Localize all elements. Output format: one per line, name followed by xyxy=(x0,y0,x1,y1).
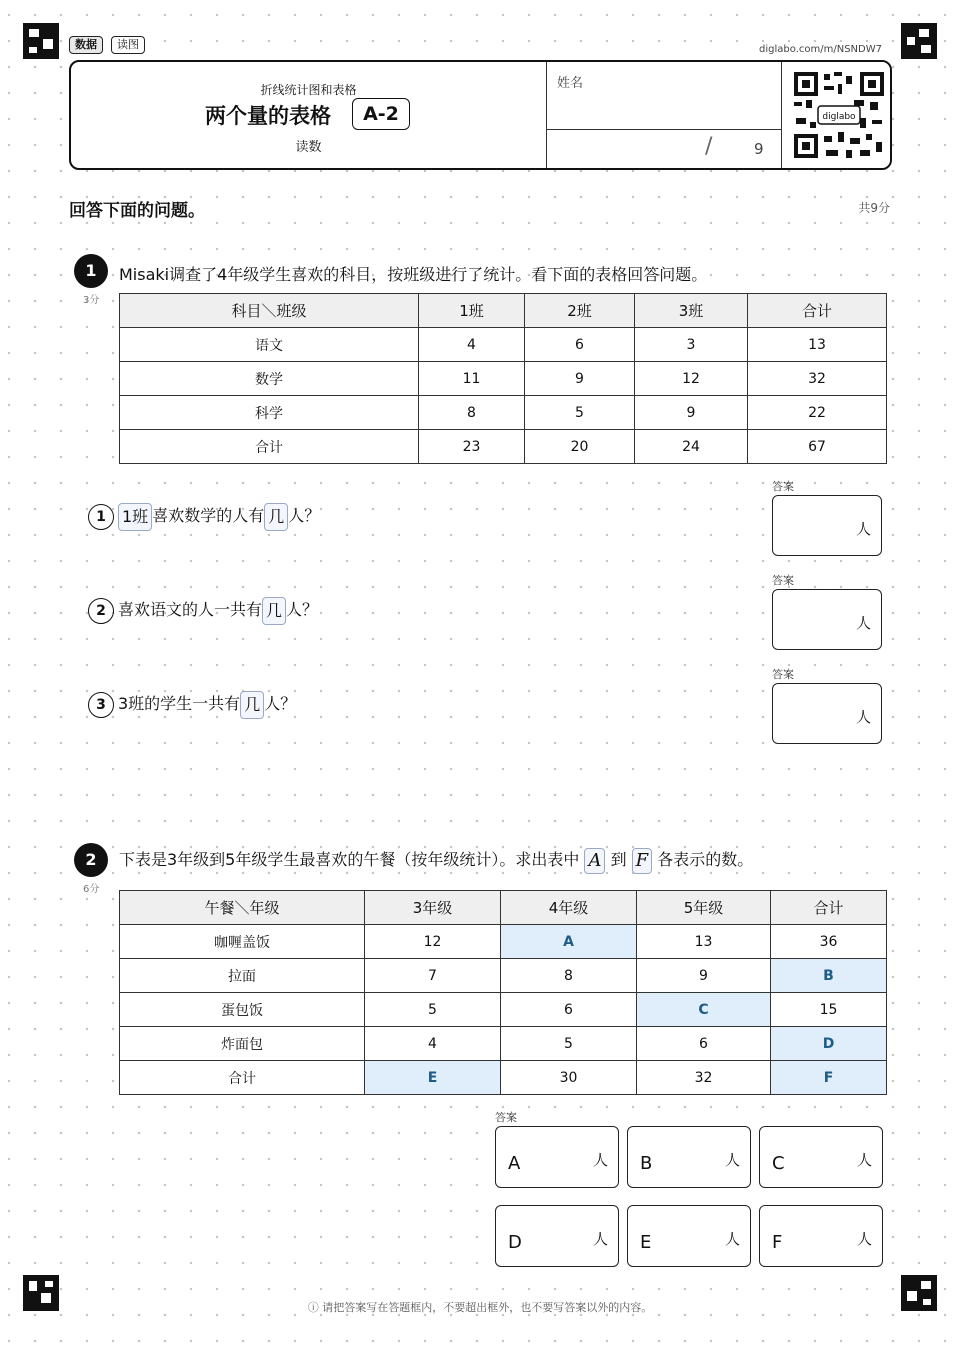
table-header-cell: 科目＼班级 xyxy=(120,294,419,328)
table-cell: 蛋包饭 xyxy=(120,993,365,1027)
class-box: 1班 xyxy=(118,503,152,531)
table-cell: 3 xyxy=(635,328,748,362)
table-header-cell: 午餐＼年级 xyxy=(120,891,365,925)
tag-read-chart: 读图 xyxy=(111,36,145,54)
table-cell: 22 xyxy=(748,396,887,430)
answer-box-b[interactable] xyxy=(627,1126,751,1188)
table-cell: 5 xyxy=(501,1027,637,1061)
unit-label: 人 xyxy=(855,708,871,726)
table-cell: 语文 xyxy=(120,328,419,362)
variable-a-box: A xyxy=(584,848,605,874)
variable-f-box: F xyxy=(632,848,653,874)
sub-question-number: 2 xyxy=(88,598,114,624)
unit-label: 人 xyxy=(592,1151,608,1169)
table-cell: 23 xyxy=(419,430,525,464)
question-points-2: 6分 xyxy=(83,884,100,895)
blank-cell-b: B xyxy=(771,959,887,993)
table-cell: 4 xyxy=(365,1027,501,1061)
corner-marker-top-right xyxy=(901,23,937,59)
name-score-box xyxy=(546,62,782,168)
sub-question-3 xyxy=(88,690,296,718)
unit-label: 人 xyxy=(856,1151,872,1169)
table-header-cell: 3班 xyxy=(635,294,748,328)
how-many-box: 几 xyxy=(264,503,288,531)
unit-label: 人 xyxy=(855,614,871,632)
table-header-cell: 5年级 xyxy=(637,891,771,925)
answer-label: 答案 xyxy=(772,574,794,587)
answer-letter: D xyxy=(508,1232,522,1253)
table-cell: 拉面 xyxy=(120,959,365,993)
table-cell: 6 xyxy=(637,1027,771,1061)
skill-label: 读数 xyxy=(295,140,322,155)
worksheet-url: diglabo.com/m/NSNDW7 xyxy=(759,44,882,55)
question-text: 到 xyxy=(610,850,627,869)
table-cell: 67 xyxy=(748,430,887,464)
instruction: 回答下面的问题。 xyxy=(69,201,205,221)
table-cell: 合计 xyxy=(120,430,419,464)
sub-question-text: 人？ xyxy=(288,506,321,525)
table-cell: 7 xyxy=(365,959,501,993)
unit-label: 人 xyxy=(724,1230,740,1248)
table-header-row xyxy=(120,891,887,925)
table-cell: 合计 xyxy=(120,1061,365,1095)
question-text: 各表示的数。 xyxy=(657,850,754,869)
table-cell: 24 xyxy=(635,430,748,464)
table-cell: 11 xyxy=(419,362,525,396)
blank-cell-e: E xyxy=(365,1061,501,1095)
question-points-1: 3分 xyxy=(83,295,100,306)
answer-letter: B xyxy=(640,1153,653,1174)
question-number-1: 1 xyxy=(74,254,108,288)
sub-question-2 xyxy=(88,596,318,624)
answer-box-3[interactable] xyxy=(772,683,882,744)
level-badge: A-2 xyxy=(352,98,410,130)
table-cell: 数学 xyxy=(120,362,419,396)
table-cell: 15 xyxy=(771,993,887,1027)
answer-box-f[interactable] xyxy=(759,1205,883,1267)
qr-code-icon xyxy=(794,72,884,158)
answer-box-c[interactable] xyxy=(759,1126,883,1188)
table-row xyxy=(120,396,887,430)
question-number-2: 2 xyxy=(74,843,108,877)
table-cell: 12 xyxy=(635,362,748,396)
answer-box-e[interactable] xyxy=(627,1205,751,1267)
table-row xyxy=(120,925,887,959)
blank-cell-a: A xyxy=(501,925,637,959)
table-header-cell: 合计 xyxy=(771,891,887,925)
sub-question-1 xyxy=(88,502,320,530)
answer-letter: C xyxy=(772,1153,785,1174)
blank-cell-f: F xyxy=(771,1061,887,1095)
sub-question-text: 3班的学生一共有 xyxy=(118,694,241,713)
table-cell: 8 xyxy=(501,959,637,993)
score-slash: / xyxy=(705,134,713,159)
tag-data: 数据 xyxy=(69,36,103,54)
blank-cell-c: C xyxy=(637,993,771,1027)
table-row xyxy=(120,993,887,1027)
total-points: 共9分 xyxy=(858,201,890,215)
table-row xyxy=(120,1061,887,1095)
blank-cell-d: D xyxy=(771,1027,887,1061)
sub-question-number: 3 xyxy=(88,692,114,718)
table-header-cell: 3年级 xyxy=(365,891,501,925)
score-total: 9 xyxy=(754,140,764,158)
sub-question-number: 1 xyxy=(88,504,114,530)
sub-question-text: 喜欢数学的人有 xyxy=(152,506,265,525)
table-cell: 9 xyxy=(635,396,748,430)
table-cell: 13 xyxy=(748,328,887,362)
table-cell: 32 xyxy=(748,362,887,396)
how-many-box: 几 xyxy=(240,691,264,719)
table-cell: 咖喱盖饭 xyxy=(120,925,365,959)
name-label: 姓名 xyxy=(557,76,584,91)
table-cell: 6 xyxy=(525,328,635,362)
table-cell: 20 xyxy=(525,430,635,464)
answer-box-2[interactable] xyxy=(772,589,882,650)
answer-box-d[interactable] xyxy=(495,1205,619,1267)
answer-box-a[interactable] xyxy=(495,1126,619,1188)
sub-question-text: 人？ xyxy=(286,600,319,619)
subject-table xyxy=(119,293,887,464)
how-many-box: 几 xyxy=(262,597,286,625)
unit-subtitle: 折线统计图和表格 xyxy=(260,83,357,97)
answer-label: 答案 xyxy=(772,480,794,493)
table-header-cell: 2班 xyxy=(525,294,635,328)
table-cell: 32 xyxy=(637,1061,771,1095)
table-row xyxy=(120,1027,887,1061)
unit-label: 人 xyxy=(592,1230,608,1248)
table-row xyxy=(120,362,887,396)
question-text-2 xyxy=(119,847,753,874)
table-cell: 8 xyxy=(419,396,525,430)
table-row xyxy=(120,959,887,993)
corner-marker-top-left xyxy=(23,23,59,59)
table-cell: 12 xyxy=(365,925,501,959)
qr-label: diglabo xyxy=(822,112,856,122)
table-cell: 科学 xyxy=(120,396,419,430)
answer-letter: E xyxy=(640,1232,652,1253)
answer-box-1[interactable] xyxy=(772,495,882,556)
worksheet-header xyxy=(69,60,892,170)
sub-question-text: 人？ xyxy=(264,694,297,713)
divider xyxy=(547,129,782,130)
unit-label: 人 xyxy=(855,520,871,538)
table-header-cell: 4年级 xyxy=(501,891,637,925)
table-cell: 36 xyxy=(771,925,887,959)
unit-label: 人 xyxy=(724,1151,740,1169)
table-cell: 30 xyxy=(501,1061,637,1095)
table-cell: 6 xyxy=(501,993,637,1027)
answer-letter: F xyxy=(772,1232,783,1253)
unit-label: 人 xyxy=(856,1230,872,1248)
table-row xyxy=(120,430,887,464)
table-cell: 4 xyxy=(419,328,525,362)
footer-note: ⓘ 请把答案写在答题框内，不要超出框外，也不要写答案以外的内容。 xyxy=(307,1301,653,1314)
table-cell: 9 xyxy=(525,362,635,396)
table-header-row xyxy=(120,294,887,328)
sub-question-text: 喜欢语文的人一共有 xyxy=(118,600,263,619)
answer-label: 答案 xyxy=(772,668,794,681)
qr-code xyxy=(781,62,891,168)
table-cell: 炸面包 xyxy=(120,1027,365,1061)
question-text: 下表是3年级到5年级学生最喜欢的午餐（按年级统计）。求出表中 xyxy=(119,850,580,869)
table-header-cell: 合计 xyxy=(748,294,887,328)
question-text-1: Misaki调查了4年级学生喜欢的科目，按班级进行了统计。看下面的表格回答问题。 xyxy=(119,265,708,284)
worksheet-title: 两个量的表格 xyxy=(205,104,331,128)
table-row xyxy=(120,328,887,362)
table-cell: 5 xyxy=(365,993,501,1027)
table-header-cell: 1班 xyxy=(419,294,525,328)
table-cell: 5 xyxy=(525,396,635,430)
table-cell: 9 xyxy=(637,959,771,993)
table-cell: 13 xyxy=(637,925,771,959)
answer-letter: A xyxy=(508,1153,521,1174)
answer-label: 答案 xyxy=(495,1111,517,1124)
lunch-table xyxy=(119,890,887,1095)
